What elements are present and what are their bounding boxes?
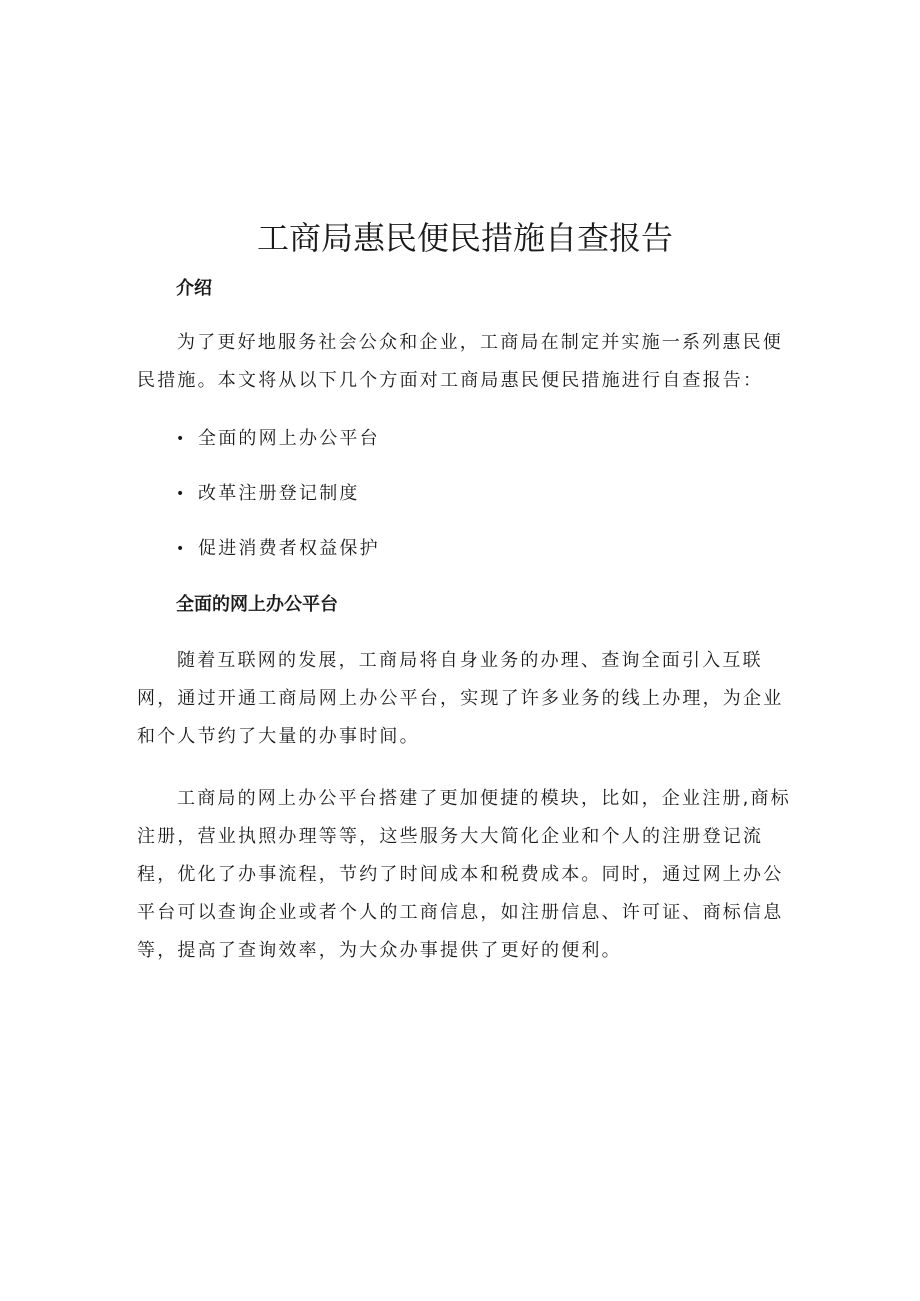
online-platform-paragraph-1: 随着互联网的发展，工商局将自身业务的办理、查询全面引入互联网，通过开通工商局网上办公平台，实现了许多业务的线上办理，为企业和个人节约了大量的办事时间。	[137, 650, 784, 747]
bullet-icon: •	[176, 431, 187, 447]
section-heading-online-platform: 全面的网上办公平台	[176, 594, 338, 615]
section-heading-intro: 介绍	[176, 278, 212, 299]
list-item	[176, 424, 380, 479]
intro-paragraph: 为了更好地服务社会公众和企业，工商局在制定并实施一系列惠民便民措施。本文将从以下几个方面对工商局惠民便民措施进行自查报告：	[137, 332, 783, 391]
list-item	[176, 479, 380, 534]
bullet-icon: •	[176, 541, 187, 557]
online-platform-paragraph-2: 工商局的网上办公平台搭建了更加便捷的模块，比如，企业注册,商标注册，营业执照办理等等，这些服务大大简化企业和个人的注册登记流程，优化了办事流程，节约了时间成本和税费成本。同时，通过网上办公平台可以查询企业或者个人的工商信息，如注册信息、许可证、商标信息等，提高了查询效率，为大众办事提供了更好的便利。	[137, 788, 791, 961]
list-item	[176, 534, 380, 589]
document-title: 工商局惠民便民措施自查报告	[256, 219, 673, 257]
bullet-text: 全面的网上办公平台	[198, 428, 380, 449]
intro-bullet-list	[176, 424, 380, 589]
bullet-icon: •	[176, 486, 187, 502]
bullet-text: 促进消费者权益保护	[198, 538, 380, 559]
bullet-text: 改革注册登记制度	[198, 483, 360, 504]
